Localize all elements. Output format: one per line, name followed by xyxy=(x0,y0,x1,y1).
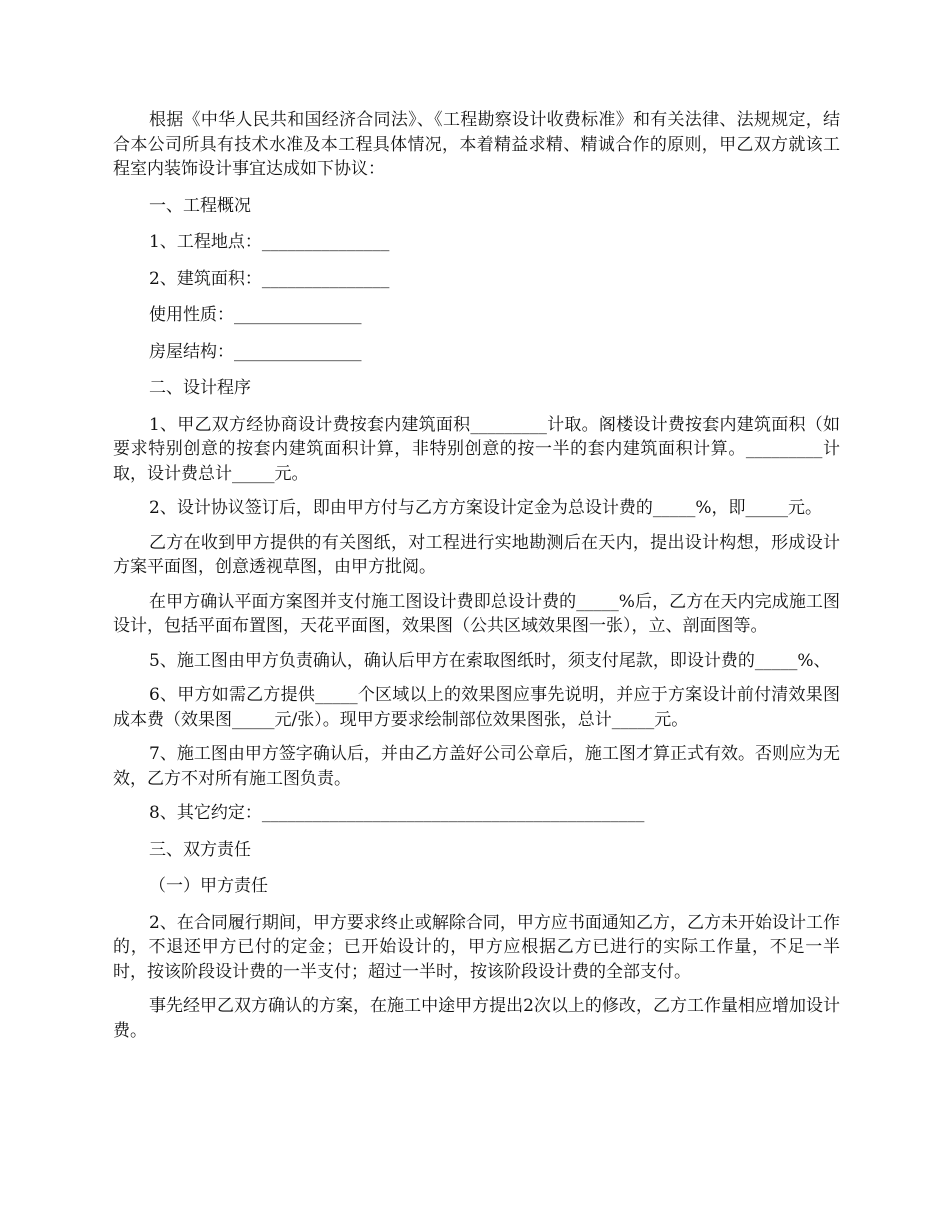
design-concept-paragraph: 乙方在收到甲方提供的有关图纸，对工程进行实地勘测后在天内，提出设计构想，形成设计方案平面图，创意透视草图，由甲方批阅。 xyxy=(113,532,840,577)
deposit-paragraph: 2、设计协议签订后，即由甲方付与乙方方案设计定金为总设计费的_____%，即_____元。 xyxy=(149,498,822,518)
modification-paragraph: 事先经甲乙双方确认的方案，在施工中途甲方提出2次以上的修改，乙方工作量相应增加设计费。 xyxy=(113,996,840,1041)
section-heading-project-overview: 一、工程概况 xyxy=(149,195,251,216)
termination-paragraph: 2、在合同履行期间，甲方要求终止或解除合同，甲方应书面通知乙方，乙方未开始设计工作的，不退还甲方已付的定金；已开始设计的，甲方应根据乙方已进行的实际工作量，不足一半时，按该阶段设计费的一半支付；超过一半时，按该阶段设计费的全部支付。 xyxy=(113,912,840,982)
document-page xyxy=(113,108,840,1043)
building-area-line: 2、建筑面积：_______________ xyxy=(149,268,390,289)
drawing-validity-paragraph: 7、施工图由甲方签字确认后，并由乙方盖好公司公章后，施工图才算正式有效。否则应为无效，乙方不对所有施工图负责。 xyxy=(113,744,840,789)
intro-paragraph: 根据《中华人民共和国经济合同法》、《工程勘察设计收费标准》和有关法律、法规规定，结合本公司所具有技术水准及本工程具体情况，本着精益求精、精诚合作的原则，甲乙双方就该工程室内装饰设计事宜达成如下协议： xyxy=(113,110,840,179)
project-location-line: 1、工程地点：_______________ xyxy=(149,232,390,252)
final-payment-paragraph: 5、施工图由甲方负责确认，确认后甲方在索取图纸时，须支付尾款，即设计费的_____%、 xyxy=(149,650,831,671)
section-heading-design-procedure: 二、设计程序 xyxy=(149,378,251,398)
usage-nature-line: 使用性质：_______________ xyxy=(149,305,362,325)
construction-drawing-paragraph: 在甲方确认平面方案图并支付施工图设计费即总设计费的_____%后，乙方在天内完成施工图设计，包括平面布置图，天花平面图，效果图（公共区域效果图一张），立、剖面图等。 xyxy=(113,591,840,636)
building-structure-line: 房屋结构：_______________ xyxy=(149,341,362,362)
subsection-heading-party-a: （一）甲方责任 xyxy=(149,876,268,896)
rendering-fee-paragraph: 6、甲方如需乙方提供_____个区域以上的效果图应事先说明，并应于方案设计前付清效果图成本费（效果图_____元/张）。现甲方要求绘制部位效果图张，总计_____元。 xyxy=(113,685,840,730)
design-fee-paragraph: 1、甲乙双方经协商设计费按套内建筑面积_________计取。阁楼设计费按套内建筑面积（如要求特别创意的按套内建筑面积计算，非特别创意的按一半的套内建筑面积计算。_________计取，设计费总计_____元。 xyxy=(113,414,840,484)
section-heading-responsibilities: 三、双方责任 xyxy=(149,839,251,860)
other-terms-line: 8、其它约定：_____________________________________________ xyxy=(149,803,645,823)
